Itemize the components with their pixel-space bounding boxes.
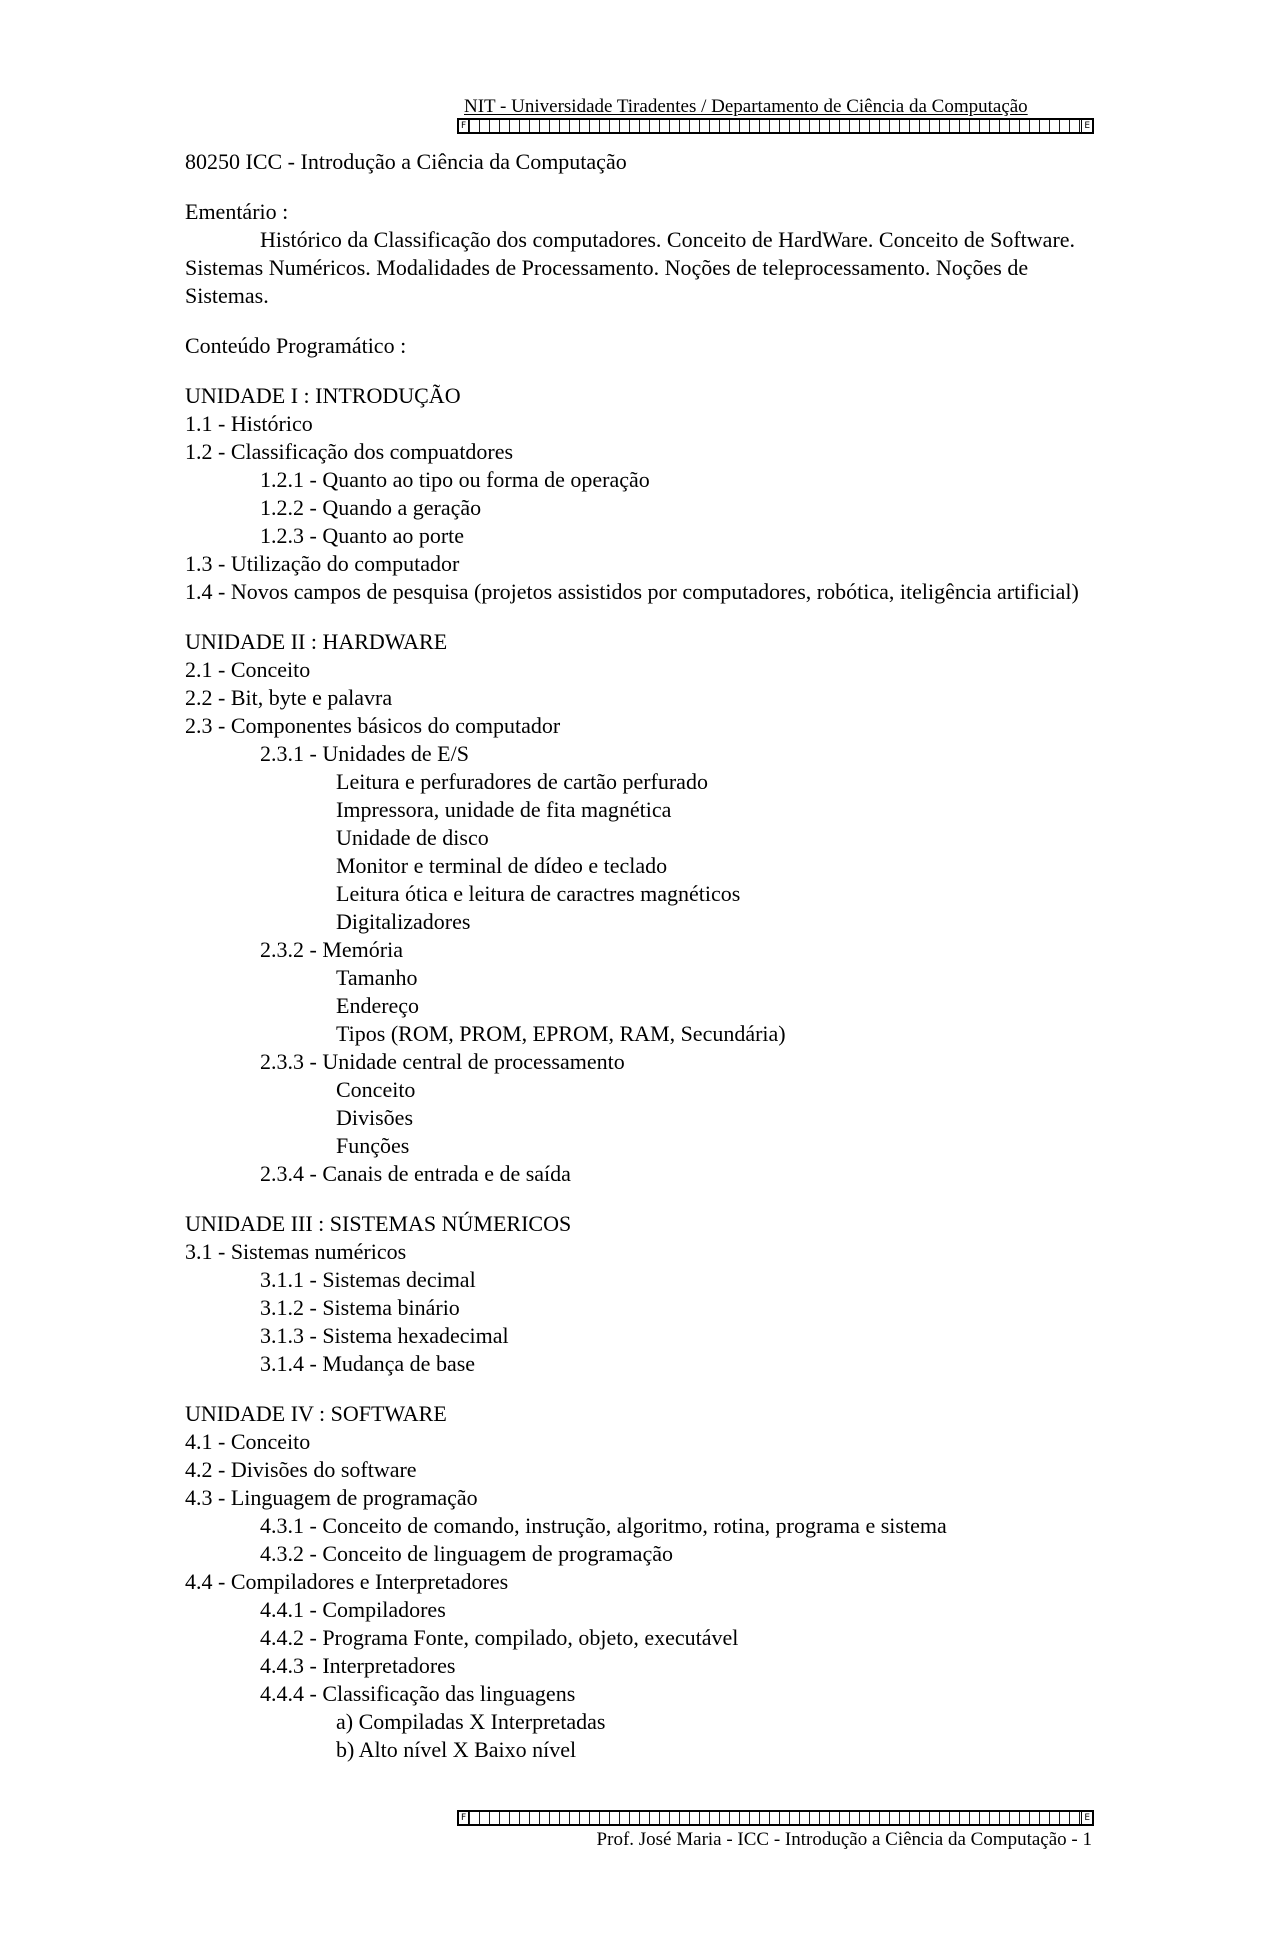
band-start-mark: F — [459, 120, 469, 132]
unit-title: UNIDADE II : HARDWARE — [185, 629, 448, 654]
ementario-body: Histórico da Classificação dos computadores. Conceito de HardWare. Conceito de Software. Sistemas Numéricos. Modalidades de Processamento. Noções de teleprocessamento. Noções de Sistemas. — [185, 227, 1076, 308]
syllabus-line: 4.4.1 - Compiladores — [260, 1597, 446, 1622]
syllabus-line: 4.1 - Conceito — [185, 1429, 311, 1454]
syllabus-line: Tamanho — [336, 965, 418, 990]
header-field-band — [457, 118, 1094, 134]
syllabus-units — [185, 382, 1100, 1764]
syllabus-line: Digitalizadores — [336, 909, 471, 934]
unit-title: UNIDADE III : SISTEMAS NÚMERICOS — [185, 1211, 572, 1236]
band-start-mark: F — [459, 1812, 469, 1824]
syllabus-line: 2.3.3 - Unidade central de processamento — [260, 1049, 625, 1074]
footer-field-band — [457, 1810, 1094, 1826]
band-end-mark: E — [1081, 1812, 1092, 1824]
syllabus-line: 1.1 - Histórico — [185, 411, 313, 436]
page-footer: Prof. José Maria - ICC - Introdução a Ciência da Computação - 1 — [596, 1829, 1092, 1850]
syllabus-line: 1.4 - Novos campos de pesquisa (projetos assistidos por computadores, robótica, iteligência artificial) — [185, 579, 1079, 604]
syllabus-line: 4.4 - Compiladores e Interpretadores — [185, 1569, 509, 1594]
unit-block — [185, 1210, 1100, 1378]
unit-title: UNIDADE IV : SOFTWARE — [185, 1401, 447, 1426]
syllabus-line: 4.4.4 - Classificação das linguagens — [260, 1681, 576, 1706]
band-pattern — [469, 1812, 1081, 1824]
band-end-mark: E — [1081, 120, 1092, 132]
syllabus-line: 3.1.3 - Sistema hexadecimal — [260, 1323, 509, 1348]
syllabus-line: 1.3 - Utilização do computador — [185, 551, 460, 576]
syllabus-line: Divisões — [336, 1105, 413, 1130]
syllabus-line: Unidade de disco — [336, 825, 489, 850]
unit-block — [185, 628, 1100, 1188]
syllabus-line: 2.2 - Bit, byte e palavra — [185, 685, 393, 710]
syllabus-line: 4.2 - Divisões do software — [185, 1457, 417, 1482]
unit-title: UNIDADE I : INTRODUÇÃO — [185, 383, 461, 408]
syllabus-line: 3.1.2 - Sistema binário — [260, 1295, 460, 1320]
page-header: NIT - Universidade Tiradentes / Departamento de Ciência da Computação — [464, 96, 1028, 117]
syllabus-line: 2.3 - Componentes básicos do computador — [185, 713, 561, 738]
syllabus-line: 4.3.1 - Conceito de comando, instrução, algoritmo, rotina, programa e sistema — [260, 1513, 947, 1538]
syllabus-line: Impressora, unidade de fita magnética — [336, 797, 672, 822]
syllabus-line: 1.2 - Classificação dos compuatdores — [185, 439, 514, 464]
syllabus-line: Conceito — [336, 1077, 416, 1102]
syllabus-line: 3.1 - Sistemas numéricos — [185, 1239, 407, 1264]
document-body — [185, 148, 1100, 1764]
syllabus-line: 4.3.2 - Conceito de linguagem de programação — [260, 1541, 673, 1566]
syllabus-line: 3.1.4 - Mudança de base — [260, 1351, 476, 1376]
syllabus-line: 4.3 - Linguagem de programação — [185, 1485, 478, 1510]
syllabus-line: 2.3.4 - Canais de entrada e de saída — [260, 1161, 571, 1186]
course-title: 80250 ICC - Introdução a Ciência da Computação — [185, 149, 627, 174]
syllabus-line: 2.1 - Conceito — [185, 657, 311, 682]
unit-block — [185, 382, 1100, 606]
syllabus-line: Funções — [336, 1133, 410, 1158]
syllabus-line: 1.2.1 - Quanto ao tipo ou forma de operação — [260, 467, 650, 492]
syllabus-line: Endereço — [336, 993, 420, 1018]
syllabus-line: Tipos (ROM, PROM, EPROM, RAM, Secundária) — [336, 1021, 786, 1046]
syllabus-line: 2.3.1 - Unidades de E/S — [260, 741, 469, 766]
conteudo-label: Conteúdo Programático : — [185, 333, 407, 358]
syllabus-line: a) Compiladas X Interpretadas — [336, 1709, 606, 1734]
syllabus-line: 1.2.3 - Quanto ao porte — [260, 523, 465, 548]
band-pattern — [469, 120, 1081, 132]
syllabus-line: 4.4.3 - Interpretadores — [260, 1653, 456, 1678]
ementario-label: Ementário : — [185, 199, 289, 224]
unit-block — [185, 1400, 1100, 1764]
syllabus-line: 3.1.1 - Sistemas decimal — [260, 1267, 476, 1292]
syllabus-line: 1.2.2 - Quando a geração — [260, 495, 482, 520]
syllabus-line: Monitor e terminal de dídeo e teclado — [336, 853, 668, 878]
syllabus-line: Leitura ótica e leitura de caractres magnéticos — [336, 881, 741, 906]
syllabus-line: Leitura e perfuradores de cartão perfurado — [336, 769, 708, 794]
syllabus-line: 4.4.2 - Programa Fonte, compilado, objeto, executável — [260, 1625, 739, 1650]
syllabus-line: b) Alto nível X Baixo nível — [336, 1737, 577, 1762]
syllabus-line: 2.3.2 - Memória — [260, 937, 403, 962]
